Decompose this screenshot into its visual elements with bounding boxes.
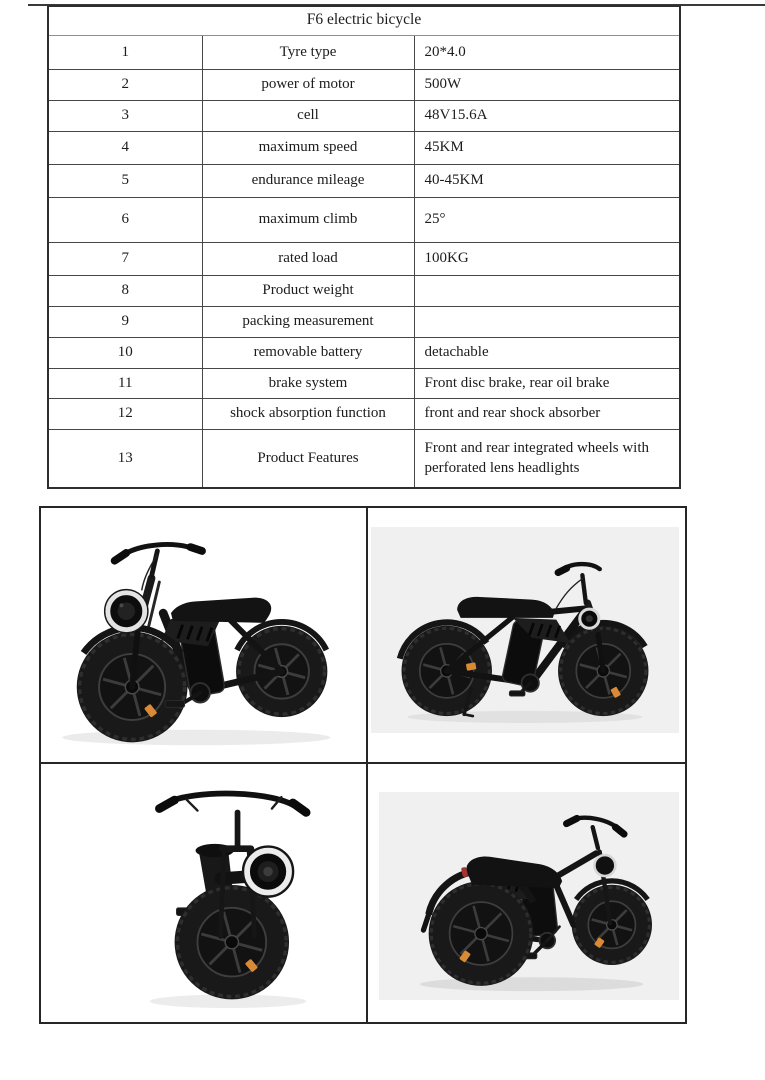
spec-name: maximum climb [202, 197, 414, 242]
spec-row [48, 35, 680, 69]
front-wheel [174, 885, 288, 999]
spec-no: 1 [48, 35, 202, 69]
seat [466, 856, 562, 888]
photo-backdrop [371, 527, 679, 733]
rear-wheel [429, 881, 534, 986]
photo-cell-front-view [41, 762, 366, 1024]
spec-row [48, 398, 680, 429]
spec-name: Product weight [202, 275, 414, 306]
bike-front-view-photo [104, 769, 352, 1019]
spec-row [48, 242, 680, 275]
photo-backdrop [379, 792, 679, 1000]
photo-cell-front-left-quarter [41, 508, 366, 762]
front-wheel [572, 884, 652, 964]
spec-no: 7 [48, 242, 202, 275]
spec-name: power of motor [202, 69, 414, 100]
headlight-icon [104, 590, 147, 633]
spec-no: 6 [48, 197, 202, 242]
bike-rear-quarter-photo [381, 794, 677, 999]
spec-value: 100KG [414, 242, 680, 275]
spec-value: detachable [414, 337, 680, 368]
spec-name: brake system [202, 368, 414, 398]
spec-value [414, 306, 680, 337]
spec-table-header-row [48, 6, 680, 35]
seat [170, 598, 270, 623]
spec-no: 13 [48, 429, 202, 488]
spec-table [47, 5, 681, 489]
spec-name: packing measurement [202, 306, 414, 337]
seat [457, 597, 554, 618]
handlebar [159, 794, 306, 813]
spec-no: 4 [48, 131, 202, 164]
spec-row [48, 197, 680, 242]
spec-no: 12 [48, 398, 202, 429]
headlight-icon [580, 609, 599, 628]
spec-table-title: F6 electric bicycle [48, 6, 680, 35]
spec-value: Front and rear integrated wheels with perforated lens headlights [414, 429, 680, 488]
spec-name: Product Features [202, 429, 414, 488]
spec-row [48, 306, 680, 337]
photo-gallery [39, 506, 687, 1024]
photo-cell-side-profile [366, 508, 687, 762]
bike-side-profile-photo [375, 530, 675, 730]
handlebar [556, 564, 599, 608]
spec-value: 48V15.6A [414, 100, 680, 131]
spec-no: 2 [48, 69, 202, 100]
handlebar [567, 817, 625, 847]
spec-name: endurance mileage [202, 164, 414, 197]
mud-flap [423, 914, 428, 930]
spec-row [48, 69, 680, 100]
spec-name: Tyre type [202, 35, 414, 69]
spec-name: cell [202, 100, 414, 131]
photo-cell-rear-quarter [366, 762, 687, 1024]
shadow [420, 977, 643, 991]
spec-name: removable battery [202, 337, 414, 368]
spec-name: shock absorption function [202, 398, 414, 429]
bike-front-left-quarter-photo [47, 516, 361, 754]
headlight-icon [594, 855, 615, 876]
spec-value: 500W [414, 69, 680, 100]
spec-name: maximum speed [202, 131, 414, 164]
spec-value: front and rear shock absorber [414, 398, 680, 429]
spec-no: 3 [48, 100, 202, 131]
spec-row [48, 131, 680, 164]
spec-value: 45KM [414, 131, 680, 164]
spec-row [48, 100, 680, 131]
spec-value: 40-45KM [414, 164, 680, 197]
spec-row [48, 429, 680, 488]
spec-value [414, 275, 680, 306]
spec-name: rated load [202, 242, 414, 275]
spec-no: 11 [48, 368, 202, 398]
spec-value: Front disc brake, rear oil brake [414, 368, 680, 398]
spec-no: 8 [48, 275, 202, 306]
spec-row [48, 337, 680, 368]
spec-no: 10 [48, 337, 202, 368]
spec-no: 5 [48, 164, 202, 197]
spec-row [48, 368, 680, 398]
spec-no: 9 [48, 306, 202, 337]
spec-value: 25° [414, 197, 680, 242]
spec-value: 20*4.0 [414, 35, 680, 69]
headlight-icon [243, 847, 293, 897]
spec-row [48, 275, 680, 306]
spec-row [48, 164, 680, 197]
